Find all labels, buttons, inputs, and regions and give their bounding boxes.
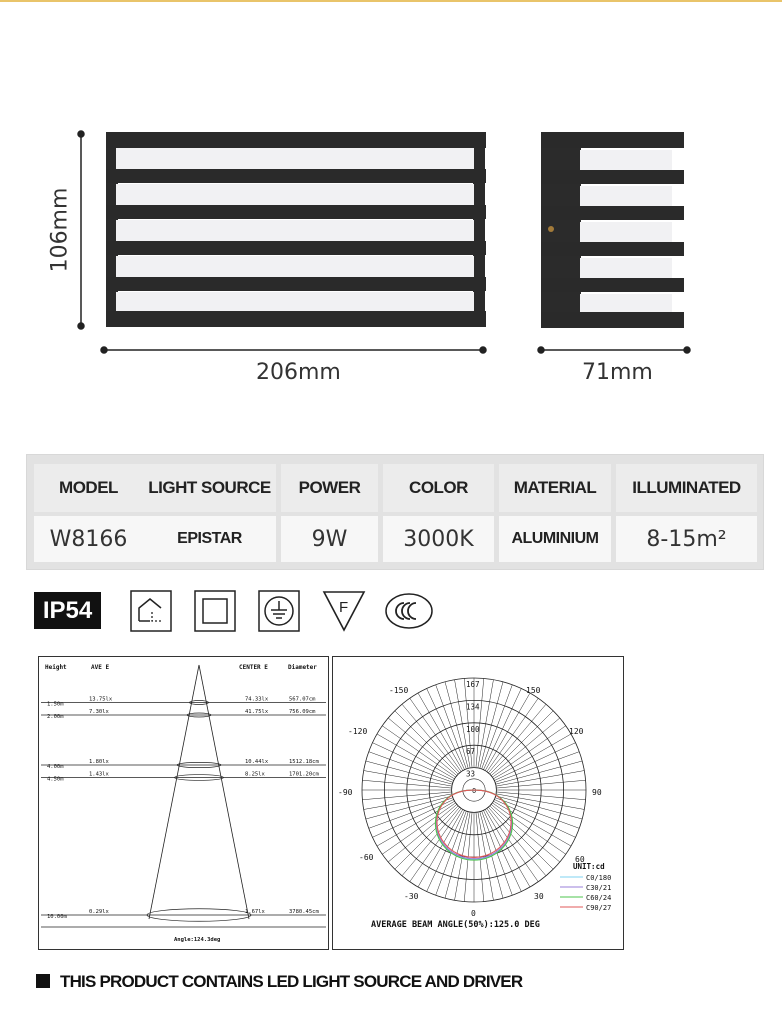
polar-radial-label: 167 — [466, 680, 480, 689]
spec-table — [26, 454, 764, 570]
cone-height-label: 4.00m — [47, 764, 64, 770]
cone-diameter-label: 3780.45cm — [289, 909, 319, 915]
cone-header-avg: AVE E — [91, 664, 110, 671]
polar-radial-label: 134 — [466, 702, 480, 712]
polar-angle-label: -60 — [359, 853, 374, 862]
polar-angle-label: 0 — [471, 909, 476, 918]
width-label: 206mm — [256, 360, 341, 385]
cone-diameter-label: 1512.18cm — [289, 759, 319, 765]
ip-rating-badge: IP54 — [34, 592, 101, 629]
polar-angle-label: 90 — [592, 788, 602, 797]
cone-center-label: 41.75lx — [245, 709, 269, 715]
double-insulation-icon — [194, 590, 236, 632]
cone-height-label: 4.50m — [47, 776, 64, 783]
cone-avg-label: 13.75lx — [89, 696, 113, 703]
spec-value-material: ALUMINIUM — [499, 516, 611, 562]
spec-header-illuminated: ILLUMINATED — [616, 464, 757, 512]
polar-legend-label: C60/24 — [586, 894, 612, 902]
polar-angle-label: -30 — [404, 892, 419, 901]
depth-label: 71mm — [582, 360, 653, 385]
height-label: 106mm — [47, 187, 73, 273]
cone-header-height: Height — [45, 664, 67, 671]
cone-center-label: 1.67lx — [245, 909, 265, 915]
polar-angle-label: 60 — [575, 855, 585, 864]
cone-header-center: CENTER E — [239, 664, 268, 671]
dimension-lines — [0, 0, 782, 400]
spec-value-model: W8166 — [34, 516, 143, 562]
footer-note: THIS PRODUCT CONTAINS LED LIGHT SOURCE AND DRIVER — [60, 972, 523, 991]
polar-angle-label: -90 — [338, 788, 353, 797]
polar-beam-angle-text: AVERAGE BEAM ANGLE(50%):125.0 DEG — [371, 920, 540, 930]
cone-diameter-label: 1701.20cm — [289, 771, 319, 778]
spec-header-material: MATERIAL — [499, 464, 611, 512]
cone-angle-label: Angle:124.3deg — [174, 937, 221, 943]
cone-diameter-label: 756.09cm — [289, 709, 316, 715]
cone-header-diameter: Diameter — [288, 664, 317, 671]
cone-avg-label: 7.30lx — [89, 709, 109, 715]
polar-intensity-chart — [333, 657, 623, 949]
polar-angle-label: 30 — [534, 892, 544, 901]
spec-value-power: 9W — [281, 516, 378, 562]
cone-diameter-label: 567.07cm — [289, 696, 316, 703]
polar-angle-label: -150 — [389, 686, 409, 695]
cone-left-edge — [149, 665, 199, 919]
spec-value-light-source: EPISTAR — [143, 516, 276, 562]
polar-angle-label: 150 — [526, 686, 541, 695]
polar-radial-label: 33 — [466, 769, 476, 779]
spec-header-power: POWER — [281, 464, 378, 512]
cone-height-label: 2.00m — [47, 714, 64, 720]
polar-angle-label: 120 — [569, 727, 584, 736]
illuminance-cone-chart — [39, 657, 328, 949]
cone-center-label: 74.33lx — [245, 696, 269, 703]
spec-header-model: MODEL — [34, 464, 143, 512]
illuminance-panel — [38, 656, 329, 950]
polar-legend-label: C0/180 — [586, 874, 612, 882]
polar-angle-label: -120 — [348, 727, 368, 736]
polar-radial-label: 67 — [466, 747, 476, 757]
spec-value-illuminated: 8-15m² — [616, 516, 757, 562]
polar-center-label: 0 — [472, 787, 477, 795]
cone-avg-label: 1.80lx — [89, 759, 109, 765]
cone-right-edge — [199, 665, 249, 919]
f-mark-letter: F — [339, 599, 349, 616]
spec-header-light-source: LIGHT SOURCE — [143, 464, 276, 512]
polar-legend-label: C90/27 — [586, 904, 612, 912]
ccc-icon — [384, 590, 434, 632]
polar-radial-label: 100 — [466, 724, 480, 734]
earth-ground-icon — [258, 590, 300, 632]
polar-legend-label: C30/21 — [586, 884, 612, 892]
spec-header-color: COLOR — [383, 464, 494, 512]
spec-value-color: 3000K — [383, 516, 494, 562]
footer-bullet-square — [36, 974, 50, 988]
cone-center-label: 10.44lx — [245, 759, 269, 765]
cone-center-label: 8.25lx — [245, 771, 265, 778]
cone-avg-label: 1.43lx — [89, 771, 109, 778]
cone-avg-label: 0.29lx — [89, 909, 109, 915]
cone-height-label: 1.50m — [47, 701, 64, 708]
polar-unit-label: UNIT:cd — [573, 862, 605, 871]
indoor-outdoor-icon — [130, 590, 172, 632]
cone-height-label: 10.00m — [47, 914, 67, 920]
f-mark-icon — [322, 590, 366, 632]
polar-panel — [332, 656, 624, 950]
